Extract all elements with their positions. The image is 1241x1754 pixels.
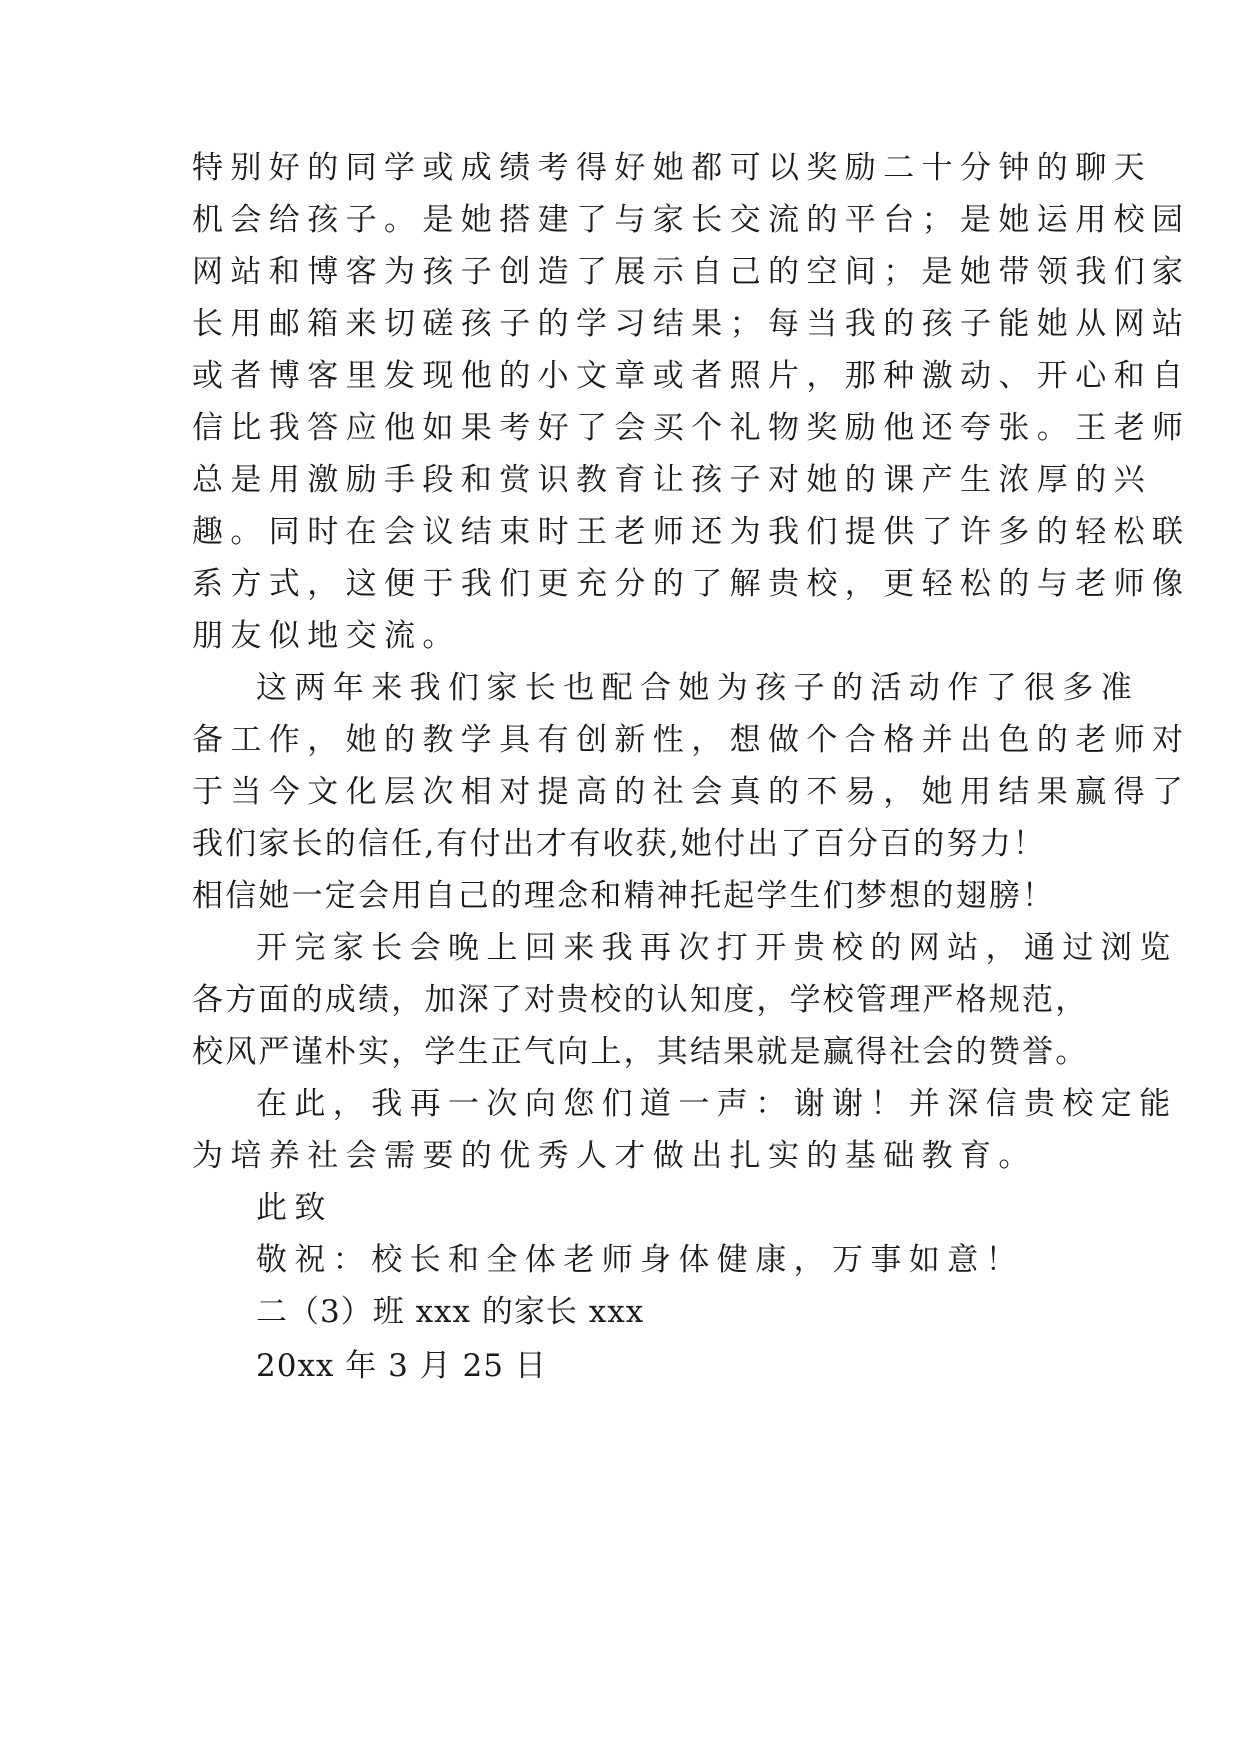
paragraph-4-line-2: 为培养社会需要的优秀人才做出扎实的基础教育。 [192,1138,1037,1174]
paragraph-2-line-2: 备工作，她的教学具有创新性，想做个合格并出色的老师对 [192,722,1191,758]
paragraph-1-line-2: 机会给孩子。是她搭建了与家长交流的平台；是她运用校园 [192,202,1191,238]
date: 20xx 年 3 月 25 日 [256,1348,547,1384]
paragraph-3-line-2: 各方面的成绩，加深了对贵校的认知度，学校管理严格规范， [192,982,1089,1018]
paragraph-1-line-8: 趣。同时在会议结束时王老师还为我们提供了许多的轻松联 [192,514,1191,550]
paragraph-1-line-9: 系方式，这便于我们更充分的了解贵校，更轻松的与老师像 [192,566,1191,602]
paragraph-2-line-3: 于当今文化层次相对提高的社会真的不易，她用结果赢得了 [192,774,1191,810]
paragraph-4-line-1: 在此，我再一次向您们道一声：谢谢！并深信贵校定能 [256,1086,1178,1122]
paragraph-1-line-5: 或者博客里发现他的小文章或者照片，那种激动、开心和自 [192,358,1191,394]
paragraph-1-line-1: 特别好的同学或成绩考得好她都可以奖励二十分钟的聊天 [192,150,1152,186]
signature: 二（3）班 xxx 的家长 xxx [256,1294,645,1330]
paragraph-2-line-1: 这两年来我们家长也配合她为孩子的活动作了很多准 [256,670,1140,706]
paragraph-3-line-3: 校风严谨朴实，学生正气向上，其结果就是赢得社会的赞誉。 [192,1034,1089,1070]
paragraph-1-line-10: 朋友似地交流。 [192,618,461,654]
paragraph-2-line-5: 相信她一定会用自己的理念和精神托起学生们梦想的翅膀！ [192,878,1056,914]
paragraph-2-line-4: 我们家长的信任,有付出才有收获,她付出了百分百的努力！ [192,826,1047,862]
paragraph-1-line-3: 网站和博客为孩子创造了展示自己的空间；是她带领我们家 [192,254,1191,290]
paragraph-1-line-4: 长用邮箱来切磋孩子的学习结果；每当我的孩子能她从网站 [192,306,1191,342]
closing-wishes: 敬祝：校长和全体老师身体健康，万事如意！ [256,1242,1024,1278]
paragraph-1-line-6: 信比我答应他如果考好了会买个礼物奖励他还夸张。王老师 [192,410,1191,446]
paragraph-3-line-1: 开完家长会晚上回来我再次打开贵校的网站，通过浏览 [256,930,1178,966]
closing-salutation: 此致 [256,1190,333,1226]
paragraph-1-line-7: 总是用激励手段和赏识教育让孩子对她的课产生浓厚的兴 [192,462,1152,498]
